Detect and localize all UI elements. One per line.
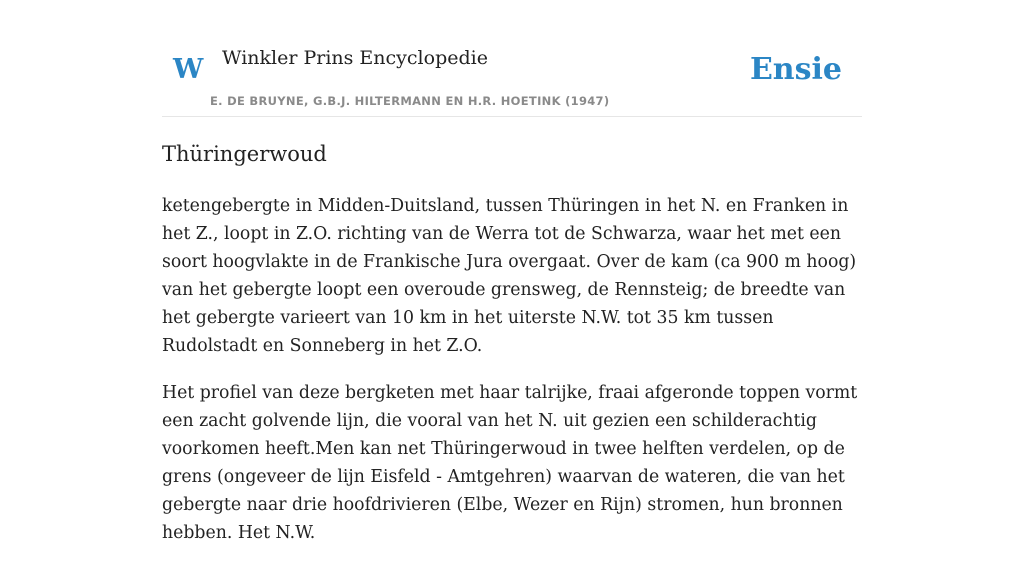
winkler-prins-logo[interactable]: W (173, 54, 204, 85)
publication-authors: E. DE BRUYNE, G.B.J. HILTERMANN EN H.R. HOETINK (1947) (210, 94, 610, 108)
article-paragraph: ketengebergte in Midden-Duitsland, tussen Thüringen in het N. en Franken in het Z., loopt in Z.O. richting van de Werra tot de Schwarza, waar het met een soort hoogvlakte in de Frankische Jura overgaat. Over de kam (ca 900 m hoog) van het gebergte loopt een overoude grensweg, de Rennsteig; de breedte van het gebergte varieert van 10 km in het uiterste N.W. tot 35 km tussen Rudolstadt en Sonneberg in het Z.O. (162, 196, 857, 356)
article-paragraph: Het profiel van deze bergketen met haar talrijke, fraai afgeronde toppen vormt een zacht golvende lijn, die vooral van het N. uit gezien een schilderachtig voorkomen heeft.Men kan net Thüringerwoud in twee helften verdelen, op de grens (ongeveer de lijn Eisfeld - Amtgehren) waarvan de wateren, die van het gebergte naar drie hoofdrivieren (Elbe, Wezer en Rijn) stromen, hun bronnen hebben. Het N.W. (162, 383, 858, 543)
ensie-logo-link[interactable]: Ensie (749, 52, 842, 87)
article-title: Thüringerwoud (162, 142, 327, 166)
publication-title[interactable]: Winkler Prins Encyclopedie (222, 47, 488, 69)
article-body (162, 192, 862, 566)
site-header (162, 38, 862, 117)
